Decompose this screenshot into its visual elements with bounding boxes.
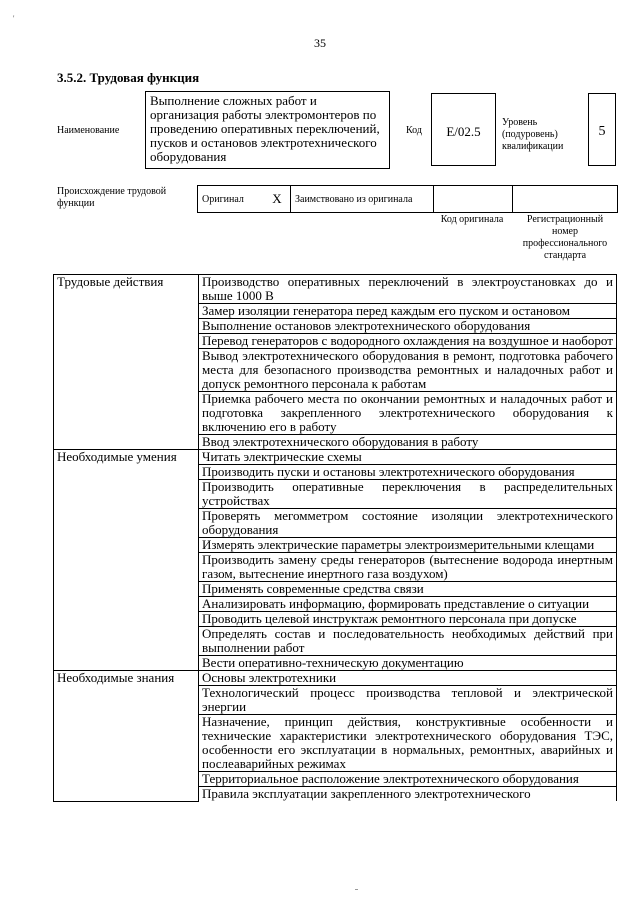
table-row: [54, 275, 617, 304]
section-item: Вести оперативно-техническую документацию: [199, 656, 617, 671]
section-item: Измерять электрические параметры электроизмерительными клещами: [199, 538, 617, 553]
section-item: Назначение, принцип действия, конструктивные особенности и технические характеристики электротехнического оборудования ТЭС, особенности его эксплуатации в нормальных, ремонтных, аварийных и послеаварийных режимах: [199, 715, 617, 772]
section-item: Производить пуски и остановы электротехнического оборудования: [199, 465, 617, 480]
section-item: Выполнение остановов электротехнического оборудования: [199, 319, 617, 334]
section-category: Необходимые знания: [54, 671, 199, 802]
section-item: Определять состав и последовательность необходимых действий при выполнении работ: [199, 627, 617, 656]
function-name-box: Выполнение сложных работ и организация работы электромонтеров по проведению оперативных переключений, пусков и остановов электротехнического оборудования: [145, 91, 390, 169]
section-category: Необходимые умения: [54, 450, 199, 671]
original-mark: X: [264, 186, 291, 213]
section-item: Производство оперативных переключений в электроустановках до и выше 1000 В: [199, 275, 617, 304]
table-row: [54, 671, 617, 686]
section-item: Производить замену среды генераторов (вытеснение водорода инертным газом, вытеснение инертного газа воздухом): [199, 553, 617, 582]
reg-number-cell: [513, 186, 618, 213]
section-item: Проводить целевой инструктаж ремонтного персонала при допуске: [199, 612, 617, 627]
original-label: Оригинал: [198, 186, 265, 213]
section-item: Основы электротехники: [199, 671, 617, 686]
scan-mark: ': [13, 14, 15, 23]
origin-label: Происхождение трудовой функции: [57, 186, 167, 209]
borrowed-label: Заимствовано из оригинала: [291, 186, 434, 213]
page-number: 35: [314, 36, 326, 50]
section-category: Трудовые действия: [54, 275, 199, 450]
section-item: Ввод электротехнического оборудования в работу: [199, 435, 617, 450]
table-row: [54, 450, 617, 465]
scan-dot: [355, 889, 358, 890]
code-original-cell: [434, 186, 513, 213]
code-box: E/02.5: [431, 93, 496, 166]
level-label: Уровень (подуровень) квалификации: [502, 117, 564, 152]
function-details-table: [53, 274, 617, 802]
section-item: Производить оперативные переключения в распределительных устройствах: [199, 480, 617, 509]
origin-table: [197, 185, 618, 213]
section-item: Территориальное расположение электротехнического оборудования: [199, 772, 617, 787]
code-label: Код: [406, 125, 422, 136]
section-item: Технологический процесс производства тепловой и электрической энергии: [199, 686, 617, 715]
section-title: 3.5.2. Трудовая функция: [57, 70, 200, 85]
section-item: Читать электрические схемы: [199, 450, 617, 465]
section-item: Анализировать информацию, формировать представление о ситуации: [199, 597, 617, 612]
reg-number-caption: Регистрационный номер профессионального стандарта: [522, 214, 608, 261]
section-item: Перевод генераторов с водородного охлаждения на воздушное и наоборот: [199, 334, 617, 349]
section-item: Применять современные средства связи: [199, 582, 617, 597]
section-item: Замер изоляции генератора перед каждым его пуском и остановом: [199, 304, 617, 319]
section-item: Приемка рабочего места по окончании ремонтных и наладочных работ и подготовка закрепленного электротехнического оборудования к включению его в работу: [199, 392, 617, 435]
code-original-caption: Код оригинала: [440, 214, 504, 225]
section-item: Вывод электротехнического оборудования в ремонт, подготовка рабочего места для безопасного производства ремонтных и наладочных работ и допуск ремонтного персонала к работам: [199, 349, 617, 392]
section-item: Правила эксплуатации закрепленного электротехнического: [199, 787, 617, 802]
level-box: 5: [588, 93, 616, 166]
section-item: Проверять мегомметром состояние изоляции электротехнического оборудования: [199, 509, 617, 538]
name-label: Наименование: [57, 125, 120, 136]
